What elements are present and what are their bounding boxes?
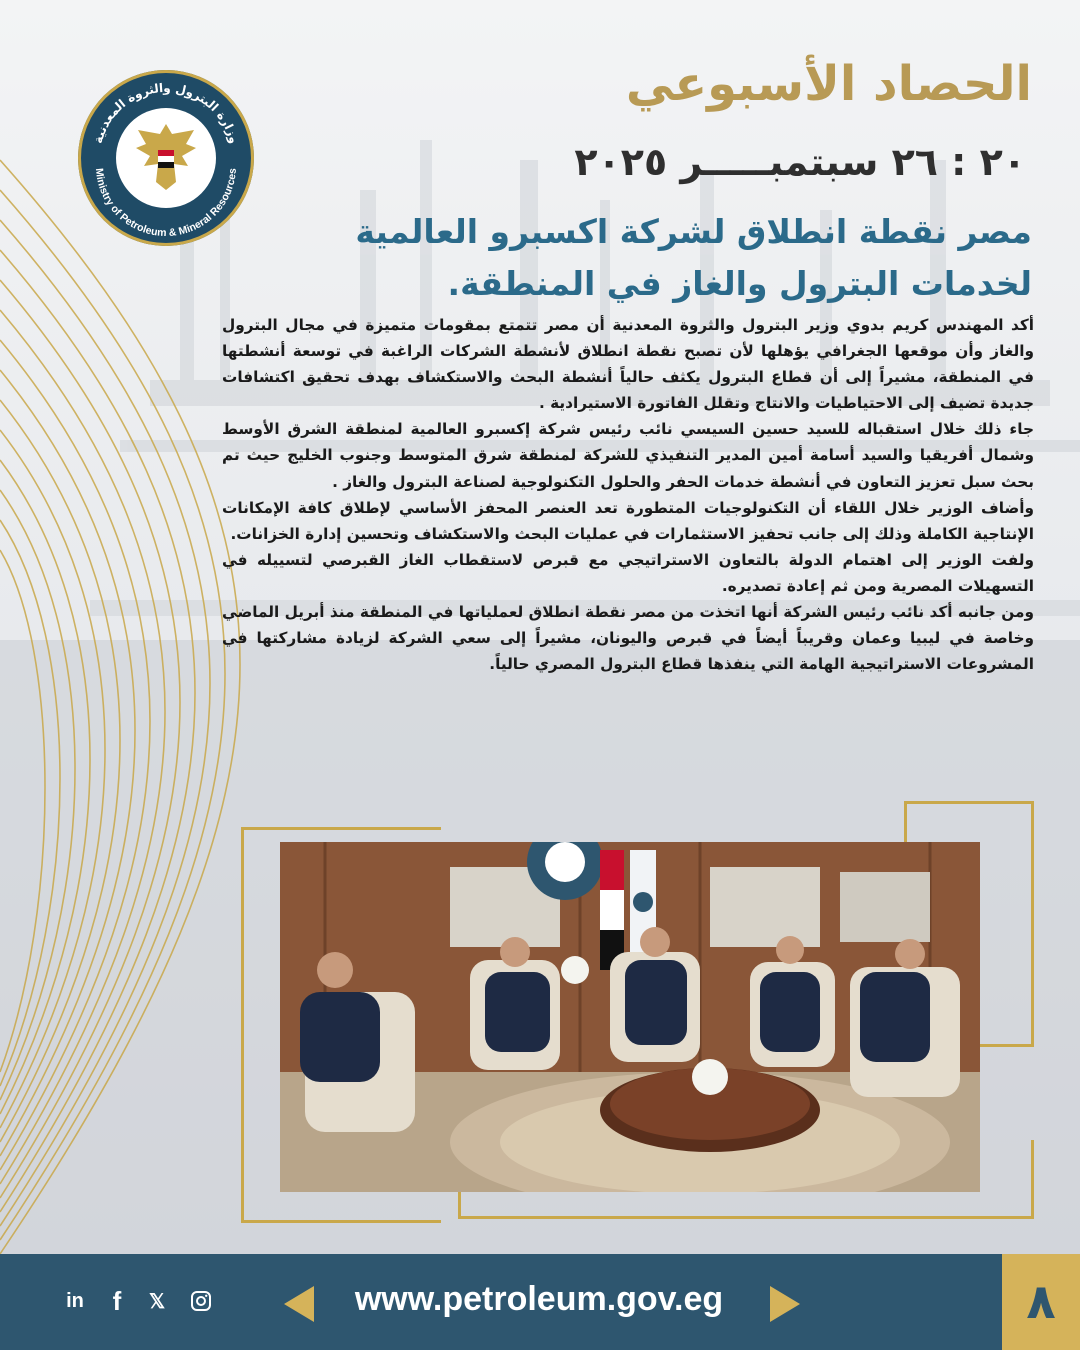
logo-ring-text-en: Ministry of Petroleum & Mineral Resources <box>92 167 240 240</box>
next-arrow-icon[interactable] <box>770 1286 800 1322</box>
footer-bar <box>0 1254 1080 1350</box>
x-icon[interactable]: 𝕏 <box>148 1290 166 1313</box>
article-paragraph: أكد المهندس كريم بدوي وزير البترول والثروة المعدنية أن مصر تتمتع بمقومات متميزة في مجال البترول والغاز وأن موقعها الجغرافي يؤهلها لأن تصبح نقطة انطلاق لأنشطة الشركات الراغبة في توسعة أنشطتها في المنطقة، مشيراً إلى أن قطاع البترول يكثف حالياً أنشطة البحث والاستكشاف بهدف تحقيق اكتشافات جديدة تضيف إلى الاحتياطيات والانتاج وتقلل الفاتورة الاستيرادية . <box>222 316 1034 413</box>
article-paragraph: وأضاف الوزير خلال اللقاء أن التكنولوجيات المتطورة تعد العنصر المحفز الأساسي لإطلاق كافة الإمكانات الإنتاجية الكاملة وذلك إلى جانب تحفيز الاستثمارات في عمليات البحث والاستكشاف وتحسين إدارة الخزانات. <box>222 498 1034 543</box>
article-paragraph: ولفت الوزير إلى اهتمام الدولة بالتعاون الاستراتيجي مع قبرص لاستقطاب الغاز القبرصي لتسييله في التسهيلات المصرية ومن ثم إعادة تصديره. <box>222 550 1034 595</box>
facebook-icon[interactable]: f <box>112 1285 122 1316</box>
article-paragraph: ومن جانبه أكد نائب رئيس الشركة أنها اتخذت من مصر نقطة انطلاق لعملياتها في المنطقة منذ أبريل الماضي وخاصة في ليبيا وعمان وقريباً أيضاً في قبرص واليونان، مشيراً إلى سعي الشركة لزيادة مشاركتها في المشروعات الاستراتيجية الهامة التي ينفذها قطاع البترول المصري حالياً. <box>222 603 1034 674</box>
article-paragraph: جاء ذلك خلال استقباله للسيد حسين السيسي نائب رئيس شركة إكسبرو العالمية لمنطقة الشرق الأوسط وشمال أفريقيا والسيد أسامة أمين المدير التنفيذي للشركة لمنطقة شرق المتوسط وجنوب الخليج حيث تم بحث سبل تعزيز التعاون في أنشطة خدمات الحفر والحلول التكنولوجية لصناعة البترول والغاز . <box>222 420 1034 491</box>
eagle-emblem-icon <box>130 120 202 196</box>
meeting-photo <box>280 842 980 1192</box>
ministry-logo <box>78 70 254 246</box>
article-body <box>222 312 1034 677</box>
logo-ring-text-ar: وزارة البترول والثروة المعدنية <box>90 80 242 145</box>
website-url-link[interactable]: www.petroleum.gov.eg <box>354 1280 724 1318</box>
linkedin-icon[interactable]: in <box>66 1289 84 1312</box>
instagram-icon[interactable] <box>184 1284 218 1318</box>
page-number-text: ٨ <box>1026 1274 1056 1330</box>
prev-arrow-icon[interactable] <box>284 1286 314 1322</box>
page-title: الحصاد الأسبوعي <box>625 56 1032 112</box>
headline: مصر نقطة انطلاق لشركة اكسبرو العالمية لخدمات البترول والغاز في المنطقة. <box>355 212 1032 303</box>
date-range: ٢٠ : ٢٦ سبتمبـــــر ٢٠٢٥ <box>574 140 1026 184</box>
page-number <box>1002 1254 1080 1350</box>
